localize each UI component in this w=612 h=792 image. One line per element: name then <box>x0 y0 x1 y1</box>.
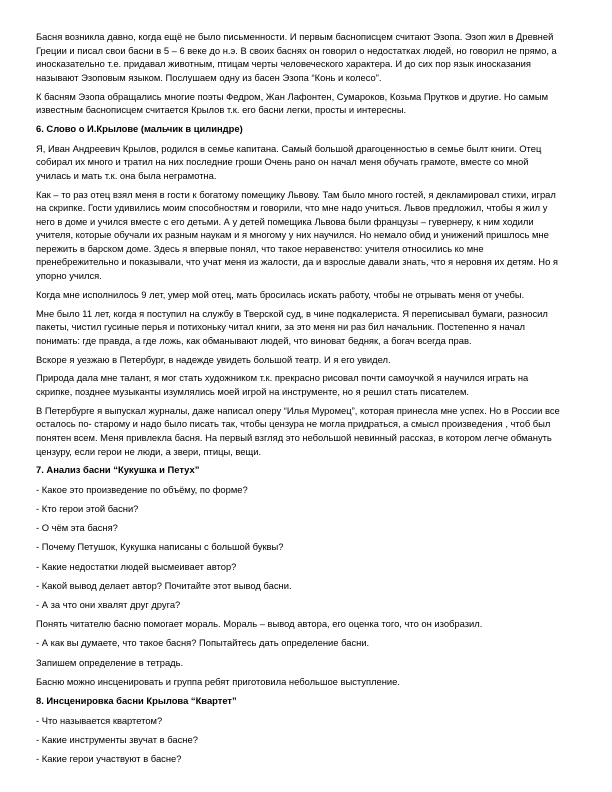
paragraph-aesop-intro: Басня возникла давно, когда ещё не было письменности. И первым баснописцем считают Эзопа. Эзоп жил в Древней Греции и писал свои басни в 5 – 6 веке до н.э. В своих баснях он говорил о недостатках людей, но говорил не прямо, а иносказательно т.е. придавал животным, птицам черты человеческого характера. И до сих пор язык иносказания называют Эзоповым языком. Послушаем одну из басен Эзопа “Конь и колесо”. <box>36 31 557 83</box>
paragraph-staging: Басню можно инсценировать и группа ребят приготовила небольшое выступление. <box>36 675 400 687</box>
question-item: - Какое это произведение по объёму, по форме? <box>36 483 248 495</box>
section-heading-quartet: 8. Инсценировка басни Крылова “Квартет” <box>36 694 237 706</box>
paragraph-krylov-lvov: Как – то раз отец взял меня в гости к богатому помещику Львову. Там было много гостей, я декламировал стихи, играл на скрипке. Гости удивились моим способностям и говорили, что мне надо учиться. Львов предложил, чтобы я жил у него в доме и учился вместе с его детьми. А у детей помещика Львова были французы – гувернеру, к ним ходили учителя, которые обучали их разным наукам и я многому у них научился. Но немало обид и унижений пришлось мне пережить в барском доме. Здесь я впервые понял, что такое неравенство: учителя относились ко мне пренебрежительно и показывали, что учат меня из жалости, да и взрослые давали знать, что я неровня их детям. Но я упорно учился. <box>36 188 558 282</box>
section-heading-analysis: 7. Анализ басни “Кукушка и Петух” <box>36 464 200 476</box>
question-item: - Какие герои участвуют в басне? <box>36 752 182 764</box>
question-item: - О чём эта басня? <box>36 522 118 534</box>
paragraph-krylov-father: Когда мне исполнилось 9 лет, умер мой отец, мать бросилась искать работу, чтобы не отрывать меня от учебы. <box>36 288 525 300</box>
section-heading-krylov: 6. Слово о И.Крылове (мальчик в цилиндре) <box>36 122 243 134</box>
question-item: - Какой вывод делает автор? Почитайте этот вывод басни. <box>36 579 292 591</box>
paragraph-krylov-court: Мне было 11 лет, когда я поступил на службу в Тверской суд, в чине подкалериста. Я переписывал бумаги, разносил пакеты, чистил гусиные перья и потихоньку читал книги, за это меня ни раз бил начальник. Постепенно я начал понимать: где правда, а где ложь, как обманывают людей, что виноват бедняк, а богач всегда прав. <box>36 307 548 346</box>
paragraph-krylov-journals: В Петербурге я выпускал журналы, даже написал оперу “Илья Муромец”, которая принесла мне успех. Но в России все осталось по- старому и надо было писать так, чтобы цензура не могла придраться, а смысл произведения , чтоб был понятен всем. Меня привлекла басня. На первый взгляд это небольшой невинный рассказ, в котором легче обмануть цензуру, если герои не люди, а звери, птицы, вещи. <box>36 404 560 457</box>
paragraph-krylov-talent: Природа дала мне талант, я мог стать художником т.к. прекрасно рисовал почти самоучкой я научился играть на скрипке, позднее музыканты изумлялись моей игрой на инструменте, но я решил стать писателем. <box>36 372 529 397</box>
question-item: - Какие недостатки людей высмеивает автор? <box>36 560 237 572</box>
paragraph-notebook: Запишем определение в тетрадь. <box>36 656 184 668</box>
question-item: - Почему Петушок, Кукушка написаны с большой буквы? <box>36 541 284 553</box>
paragraph-aesop-followers: К басням Эзопа обращались многие поэты Федром, Жан Лафонтен, Сумароков, Козьма Прутков и другие. Но самым известным баснописцем считается Крылов т.к. его басни легки, просты и интересны. <box>36 90 549 116</box>
question-item: - Кто герои этой басни? <box>36 503 139 515</box>
paragraph-moral: Понять читателю басню помогает мораль. Мораль – вывод автора, его оценка того, что он изобразил. <box>36 618 483 630</box>
question-item: - Какие инструменты звучат в басне? <box>36 733 198 745</box>
paragraph-krylov-birth: Я, Иван Андреевич Крылов, родился в семье капитана. Самый большой драгоценностью в семье былт книги. Отец собирал их много и тратил на них последние гроши Очень рано он начал меня обучать грамоте, вместе со мной училась и мать т.к. она была неграмотна. <box>36 142 542 181</box>
question-item: - Что называется квартетом? <box>36 714 163 726</box>
question-item: - А как вы думаете, что такое басня? Попытайтесь дать определение басни. <box>36 637 370 649</box>
paragraph-krylov-petersburg: Вскоре я уезжаю в Петербург, в надежде увидеть большой театр. И я его увидел. <box>36 353 391 365</box>
question-item: - А за что они хвалят друг друга? <box>36 599 181 611</box>
